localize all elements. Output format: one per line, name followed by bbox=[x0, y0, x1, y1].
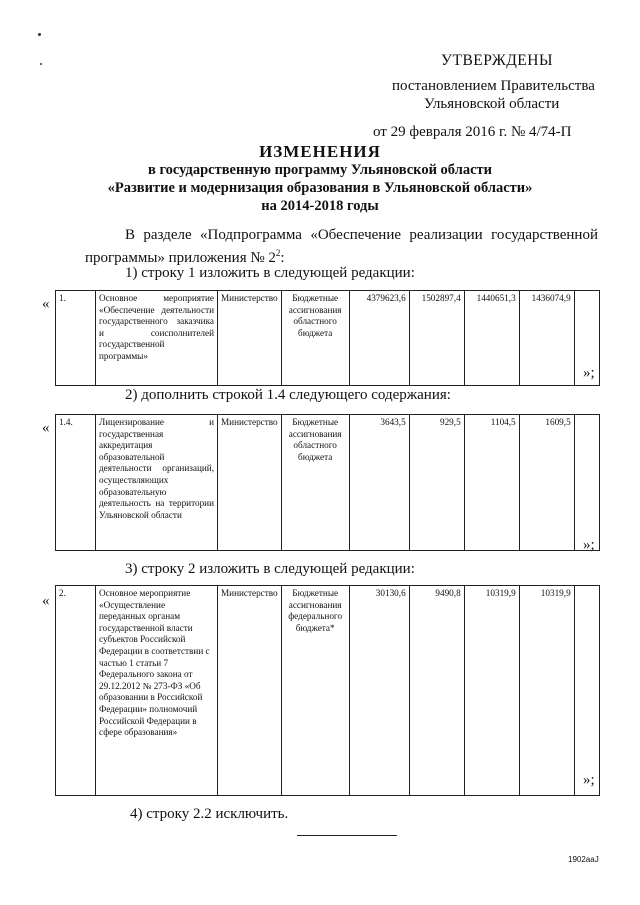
approval-date-line: от 29 февраля 2016 г. № 4/74-П bbox=[373, 124, 572, 140]
row-funding-source: Бюджетные ассигнования областного бюджета bbox=[281, 415, 349, 551]
row-value-year: 9490,8 bbox=[409, 586, 464, 796]
program-table-row-1 bbox=[55, 290, 600, 386]
instruction-item-1: 1) строку 1 изложить в следующей редакции: bbox=[125, 265, 415, 281]
footer-document-code: 1902aaJ bbox=[568, 855, 599, 864]
instruction-item-4: 4) строку 2.2 исключить. bbox=[130, 806, 289, 822]
document-subtitle-line-1: в государственную программу Ульяновской области bbox=[147, 162, 492, 178]
quote-open: « bbox=[42, 420, 50, 436]
quote-open: « bbox=[42, 593, 50, 609]
document-subtitle-line-3: на 2014-2018 годы bbox=[261, 198, 379, 214]
closing-divider bbox=[297, 835, 397, 836]
row-number: 1. bbox=[56, 291, 96, 386]
program-table-row-1-4 bbox=[55, 414, 600, 551]
row-funding-source: Бюджетные ассигнования областного бюджета bbox=[281, 291, 349, 386]
row-value-total: 3643,5 bbox=[349, 415, 409, 551]
row-activity-name: Лицензирование и государственная аккредитация образовательной деятельности организаций, осуществляющих образовательную деятельность на территории Ульяновской области bbox=[96, 415, 218, 551]
quote-close: »; bbox=[583, 772, 595, 788]
row-number: 1.4. bbox=[56, 415, 96, 551]
row-number: 2. bbox=[56, 586, 96, 796]
approved-by-line: постановлением Правительства bbox=[392, 78, 595, 94]
row-activity-name: Основное мероприятие «Обеспечение деятельности государственного заказчика и соисполнителей государственной программы» bbox=[96, 291, 218, 386]
intro-paragraph: В разделе «Подпрограмма «Обеспечение реализации государственной программы» приложения № $2^2$: bbox=[85, 227, 598, 266]
row-value-year: 929,5 bbox=[409, 415, 464, 551]
row-value-year: 1104,5 bbox=[464, 415, 519, 551]
row-funding-source: Бюджетные ассигнования федерального бюджета* bbox=[281, 586, 349, 796]
approved-region-line: Ульяновской области bbox=[424, 96, 560, 112]
row-value-year: 10319,9 bbox=[464, 586, 519, 796]
row-value-total: 4379623,6 bbox=[349, 291, 409, 386]
row-executor: Министерство bbox=[218, 291, 282, 386]
row-value-year: 1502897,4 bbox=[409, 291, 464, 386]
approved-heading: УТВЕРЖДЕНЫ bbox=[441, 52, 553, 69]
row-value-year: 1436074,9 bbox=[519, 291, 574, 386]
program-table-row-2 bbox=[55, 585, 600, 796]
document-subtitle-line-2: «Развитие и модернизация образования в Ульяновской области» bbox=[107, 180, 533, 196]
row-activity-name: Основное мероприятие «Осуществление переданных органам государственной власти субъектов Российской Федерации в соответствии с частью 1 статьи 7 Федерального закона от 29.12.2012 № 273-ФЗ «Об образовании в Российской Федерации» полномочий Российской Федерации в сфере образования» bbox=[96, 586, 218, 796]
scan-speck bbox=[38, 33, 41, 36]
row-executor: Министерство bbox=[218, 415, 282, 551]
row-value-year: 1609,5 bbox=[519, 415, 574, 551]
row-empty-cell bbox=[574, 586, 599, 796]
instruction-item-2: 2) дополнить строкой 1.4 следующего содержания: bbox=[125, 387, 451, 403]
scan-speck bbox=[40, 63, 42, 65]
row-value-year: 10319,9 bbox=[519, 586, 574, 796]
instruction-item-3: 3) строку 2 изложить в следующей редакции: bbox=[125, 561, 415, 577]
document-title: ИЗМЕНЕНИЯ bbox=[259, 142, 381, 161]
quote-close: »; bbox=[583, 537, 595, 553]
row-value-total: 30130,6 bbox=[349, 586, 409, 796]
row-executor: Министерство bbox=[218, 586, 282, 796]
row-value-year: 1440651,3 bbox=[464, 291, 519, 386]
row-empty-cell bbox=[574, 415, 599, 551]
quote-close: »; bbox=[583, 365, 595, 381]
quote-open: « bbox=[42, 296, 50, 312]
